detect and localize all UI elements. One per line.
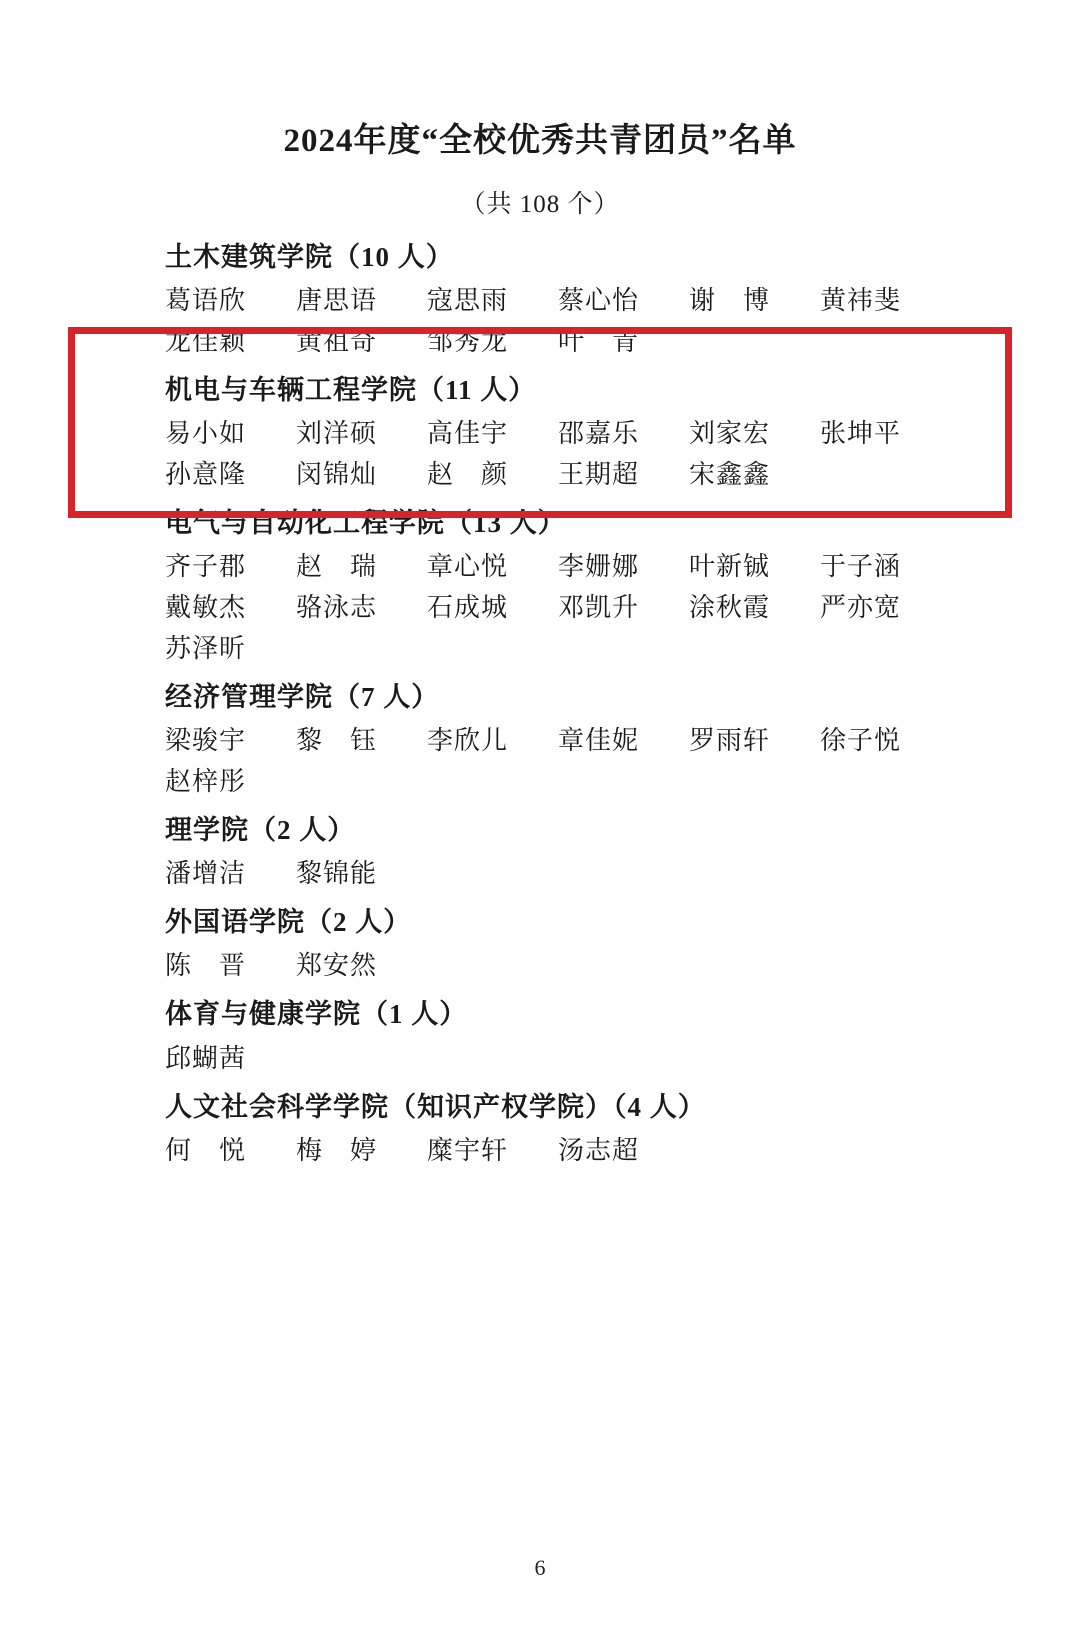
document-page (0, 122, 1080, 1649)
student-name: 易小如 (165, 418, 247, 448)
group-heading: 体育与健康学院（1 人） (165, 999, 468, 1030)
page-number: 6 (534, 1555, 546, 1580)
group-electrical-automation (165, 504, 1000, 668)
group-heading: 电气与自动化工程学院（13 人） (165, 507, 566, 538)
student-name: 赵 颜 (427, 459, 509, 489)
student-name: 戴敏杰 (165, 593, 247, 623)
student-name: 糜宇轩 (427, 1135, 509, 1165)
group-sports-health (165, 995, 1000, 1077)
student-name: 黎 钰 (296, 726, 378, 756)
student-name: 张坤平 (820, 418, 902, 448)
page-subtitle: （共 108 个） (460, 190, 620, 218)
student-name: 谢 博 (689, 285, 771, 315)
student-name: 苏泽昕 (165, 634, 247, 664)
student-name: 蔡心怡 (558, 285, 640, 315)
group-mechanical-vehicle (165, 371, 1000, 494)
group-humanities-social-science (165, 1088, 1000, 1170)
name-row (165, 455, 1000, 494)
student-name: 葛语欣 (165, 285, 247, 315)
student-name: 赵梓彤 (165, 767, 247, 797)
group-civil-engineering (165, 238, 1000, 361)
group-heading: 理学院（2 人） (165, 815, 356, 846)
student-name: 郑安然 (296, 951, 378, 981)
student-name: 刘洋硕 (296, 418, 378, 448)
student-name: 孙意隆 (165, 459, 247, 489)
group-heading: 土木建筑学院（10 人） (165, 241, 454, 272)
student-name: 汤志超 (558, 1135, 640, 1165)
student-name: 章心悦 (427, 552, 509, 582)
group-heading: 机电与车辆工程学院（11 人） (165, 374, 537, 405)
student-name: 黄祎斐 (820, 285, 902, 315)
group-science (165, 811, 1000, 893)
student-name: 陈 晋 (165, 951, 247, 981)
student-name: 高佳宇 (427, 418, 509, 448)
student-name: 黄祖奇 (296, 326, 378, 356)
name-row (165, 1039, 1000, 1078)
student-name: 罗雨轩 (689, 726, 771, 756)
student-name: 唐思语 (296, 285, 378, 315)
name-row (165, 946, 1000, 985)
group-foreign-languages (165, 903, 1000, 985)
name-row (165, 721, 1000, 760)
name-row (165, 588, 1000, 627)
student-name: 何 悦 (165, 1135, 247, 1165)
name-row (165, 322, 1000, 361)
name-row (165, 414, 1000, 453)
group-heading: 外国语学院（2 人） (165, 907, 412, 938)
name-row (165, 629, 1000, 668)
name-row (165, 547, 1000, 586)
student-name: 潘增洁 (165, 859, 247, 889)
student-name: 邹秀龙 (427, 326, 509, 356)
student-name: 徐子悦 (820, 726, 902, 756)
student-name: 宋鑫鑫 (689, 459, 771, 489)
name-list-content (80, 238, 1000, 1170)
student-name: 李姗娜 (558, 552, 640, 582)
student-name: 章佳妮 (558, 726, 640, 756)
student-name: 王期超 (558, 459, 640, 489)
student-name: 邱蝴茜 (165, 1043, 247, 1073)
student-name: 梅 婷 (296, 1135, 378, 1165)
student-name: 邵嘉乐 (558, 418, 640, 448)
student-name: 闵锦灿 (296, 459, 378, 489)
student-name: 李欣儿 (427, 726, 509, 756)
student-name: 梁骏宇 (165, 726, 247, 756)
student-name: 刘家宏 (689, 418, 771, 448)
student-name: 邓凯升 (558, 593, 640, 623)
student-name: 叶 青 (558, 326, 640, 356)
group-heading: 经济管理学院（7 人） (165, 682, 440, 713)
student-name: 赵 瑞 (296, 552, 378, 582)
group-economics-management (165, 678, 1000, 801)
name-row (165, 854, 1000, 893)
name-row (165, 762, 1000, 801)
page-title: 2024年度“全校优秀共青团员”名单 (283, 123, 797, 159)
student-name: 严亦宽 (820, 593, 902, 623)
student-name: 骆泳志 (296, 593, 378, 623)
student-name: 涂秋霞 (689, 593, 771, 623)
student-name: 龙佳颖 (165, 326, 247, 356)
name-row (165, 281, 1000, 320)
student-name: 于子涵 (820, 552, 902, 582)
student-name: 齐子郡 (165, 552, 247, 582)
student-name: 寇思雨 (427, 285, 509, 315)
student-name: 黎锦能 (296, 859, 378, 889)
name-row (165, 1131, 1000, 1170)
student-name: 叶新铖 (689, 552, 771, 582)
group-heading: 人文社会科学学院（知识产权学院）（4 人） (165, 1091, 706, 1122)
student-name: 石成城 (427, 593, 509, 623)
